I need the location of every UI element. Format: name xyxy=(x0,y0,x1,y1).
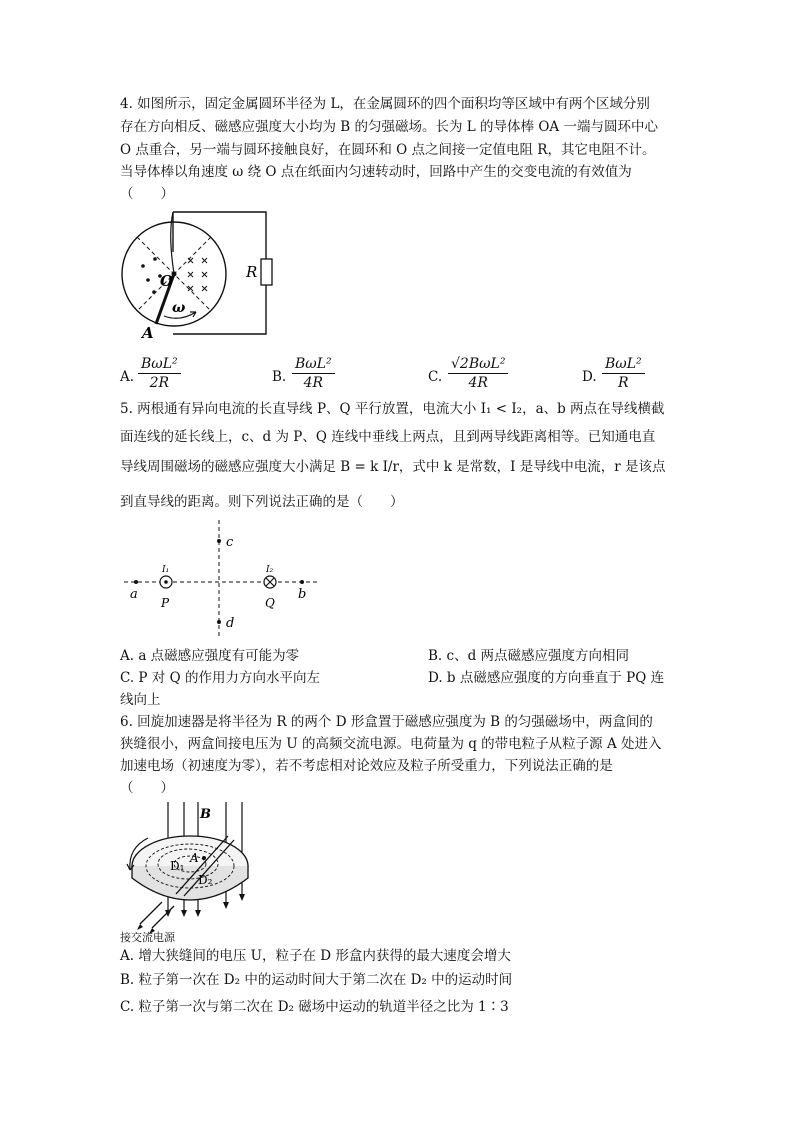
q4-option-c-letter: C. xyxy=(428,369,443,385)
q5-line-1: 5. 两根通有异向电流的长直导线 P、Q 平行放置，电流大小 I₁ < I₂，a、b 两点在导线横截 xyxy=(120,401,665,417)
q6-figure-caption: 接交流电源 xyxy=(120,931,175,944)
q4-line-3: O 点重合，另一端与圆环接触良好，在圆环和 O 点之间接一定值电阻 R，其它电阻不计。 xyxy=(120,142,656,158)
q5-option-a: A. a 点磁感应强度有可能为零 xyxy=(120,648,300,664)
q4-line-5: （ ） xyxy=(120,186,174,202)
q4-line-1: 4. 如图所示，固定金属圆环半径为 L，在金属圆环的四个面积均等区域中有两个区域分别 xyxy=(120,96,650,112)
q4-label-R: R xyxy=(246,263,258,281)
q6-option-c: C. 粒子第一次与第二次在 D₂ 磁场中运动的轨道半径之比为 1∶3 xyxy=(120,999,509,1015)
q4-option-c-fraction xyxy=(448,355,508,392)
q4-label-O: O xyxy=(160,272,174,290)
q4-option-d-fraction xyxy=(602,355,645,392)
q4-option-b-numerator: BωL² xyxy=(292,355,335,374)
q4-label-omega: ω xyxy=(172,300,186,316)
q6-label-B: B xyxy=(200,807,211,822)
q5-line-4: 到直导线的距离。则下列说法正确的是（ ） xyxy=(120,494,404,510)
q5-label-I1: I₁ xyxy=(162,565,170,575)
q4-option-a-numerator: BωL² xyxy=(138,355,181,374)
q5-label-a: a xyxy=(130,587,138,602)
q4-option-b-fraction xyxy=(292,355,335,392)
q5-label-c: c xyxy=(226,535,234,550)
q6-label-D2: D₂ xyxy=(198,873,213,887)
q4-line-4: 当导体棒以角速度 ω 绕 O 点在纸面内匀速转动时，回路中产生的交变电流的有效值为 xyxy=(120,164,632,180)
q5-line-2: 面连线的延长线上，c、d 为 P、Q 连线中垂线上两点，且到两导线距离相等。已知通电直 xyxy=(120,429,656,445)
q6-option-b: B. 粒子第一次在 D₂ 中的运动时间大于第二次在 D₂ 中的运动时间 xyxy=(120,972,513,988)
q5-line-3: 导线周围磁场的磁感应强度大小满足 B = k I/r，式中 k 是常数，I 是导线中电流，r 是该点 xyxy=(120,459,666,475)
q6-label-A: A xyxy=(190,851,199,865)
q4-option-a-denominator: 2R xyxy=(149,375,170,391)
q5-label-d: d xyxy=(226,616,235,631)
q4-option-b-letter: B. xyxy=(272,369,287,385)
q6-line-1: 6. 回旋加速器是将半径为 R 的两个 D 形盒置于磁感应强度为 B 的匀强磁场中，两盒间的 xyxy=(120,714,653,730)
q4-option-d-denominator: R xyxy=(618,375,629,391)
q5-option-d-continued: 线向上 xyxy=(120,692,161,708)
q4-option-b-denominator: 4R xyxy=(303,375,324,391)
q5-option-d: D. b 点磁感应强度的方向垂直于 PQ 连 xyxy=(428,670,665,686)
q4-option-d-letter: D. xyxy=(582,369,597,385)
q6-option-a: A. 增大狭缝间的电压 U，粒子在 D 形盒内获得的最大速度会增大 xyxy=(120,948,511,964)
q5-label-b: b xyxy=(298,587,307,602)
q6-line-4: （ ） xyxy=(120,780,174,796)
q4-option-c-numerator: √2BωL² xyxy=(448,355,508,374)
q5-label-P: P xyxy=(161,596,170,610)
q5-option-b: B. c、d 两点磁感应强度方向相同 xyxy=(428,648,629,664)
q4-option-c-denominator: 4R xyxy=(468,375,488,391)
q5-figure-wires xyxy=(118,518,328,638)
q4-option-a-fraction xyxy=(138,355,181,392)
q4-option-d-numerator: BωL² xyxy=(602,355,645,374)
q6-label-D1: D₁ xyxy=(170,859,185,873)
q4-line-2: 存在方向相反、磁感应强度大小均为 B 的匀强磁场。长为 L 的导体棒 OA 一端与圆环中心 xyxy=(120,119,658,135)
q5-option-c: C. P 对 Q 的作用力方向水平向左 xyxy=(120,670,320,686)
q6-figure-cyclotron xyxy=(118,798,258,944)
q6-line-2: 狭缝很小，两盒间接电压为 U 的高频交流电源。电荷量为 q 的带电粒子从粒子源 A 处进入 xyxy=(120,736,662,752)
q4-figure-ring-circuit xyxy=(118,204,293,344)
q5-label-Q: Q xyxy=(265,596,275,610)
q5-label-I2: I₂ xyxy=(266,565,274,575)
q6-line-3: 加速电场（初速度为零），若不考虑相对论效应及粒子所受重力，下列说法正确的是 xyxy=(120,758,613,774)
q4-label-A: A xyxy=(142,324,154,342)
q4-option-a-letter: A. xyxy=(120,369,135,385)
